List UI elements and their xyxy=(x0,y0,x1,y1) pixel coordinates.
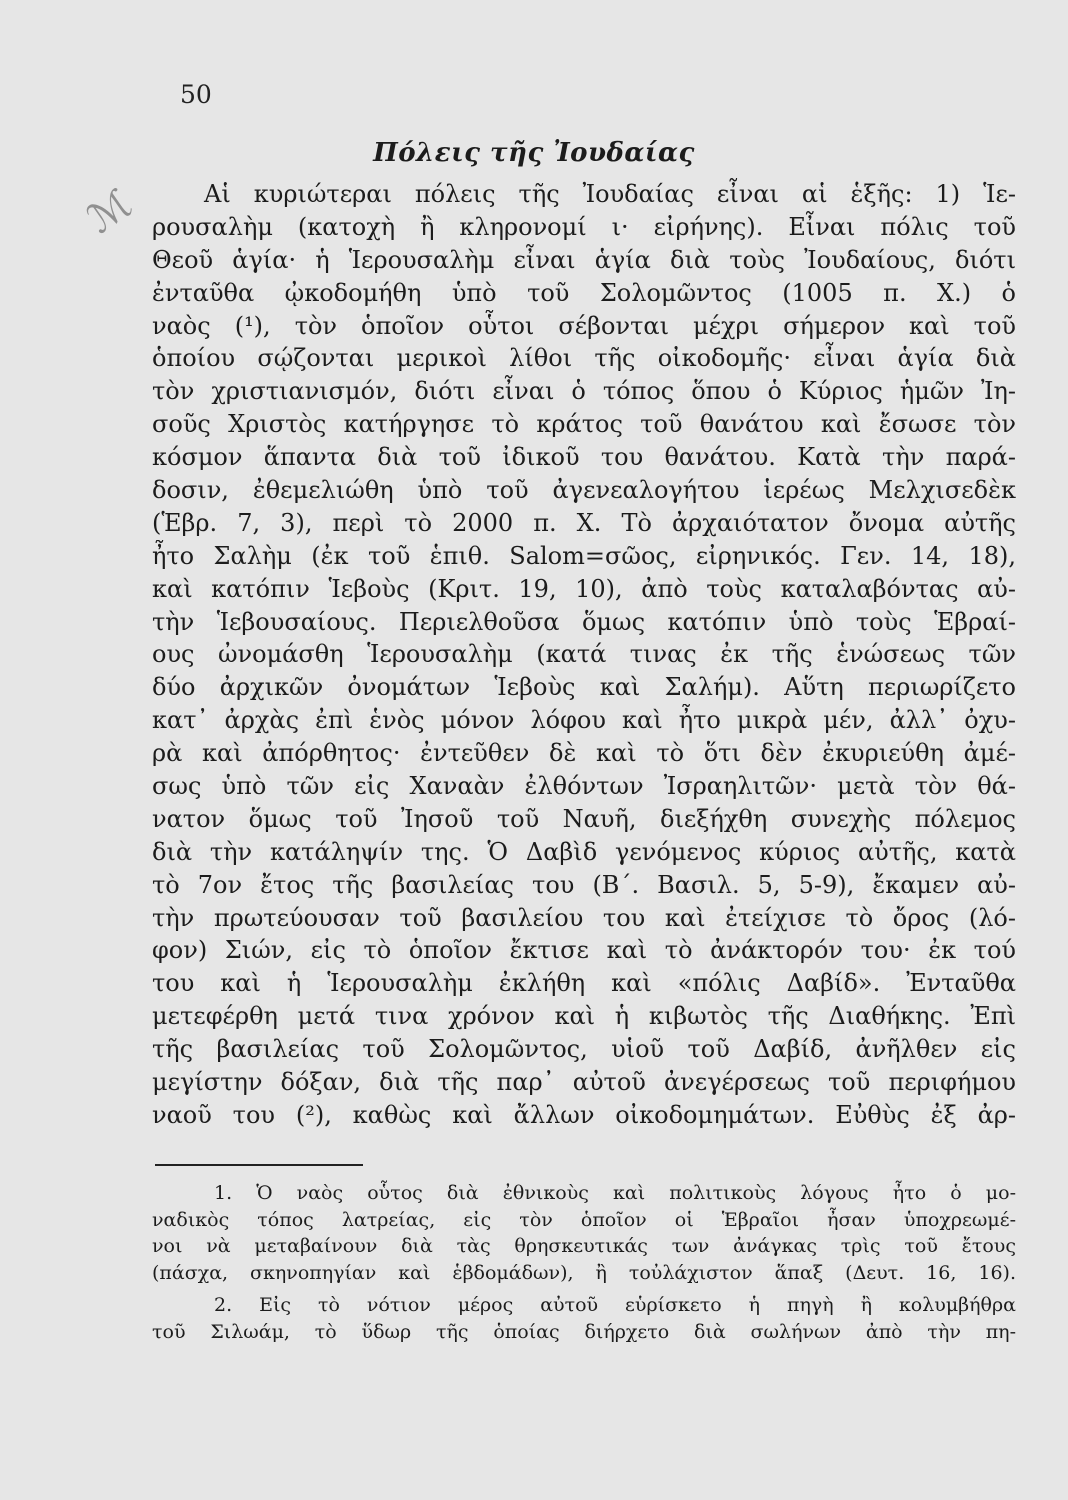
text-line: Αἱ κυριώτεραι πόλεις τῆς Ἰουδαίας εἶναι αἱ ἑξῆς: 1) Ἱε- xyxy=(204,180,1016,208)
footnote-1-line: 1. Ὁ ναὸς οὗτος διὰ ἐθνικοὺς καὶ πολιτικοὺς λόγους ἦτο ὁ μο- xyxy=(214,1182,1016,1204)
text-line: τῆς βασιλείας τοῦ Σολομῶντος, υἱοῦ τοῦ Δαβίδ, ἀνῆλθεν εἰς xyxy=(152,1035,1016,1064)
text-line: καὶ κατόπιν Ἱεβοὺς (Κριτ. 19, 10), ἀπὸ τοὺς καταλαβόντας αὐ- xyxy=(152,574,1016,603)
footnote-1-line: ναδικὸς τόπος λατρείας, εἰς τὸν ὁποῖον οἱ Ἑβραῖοι ἦσαν ὑποχρεωμέ- xyxy=(152,1208,1016,1231)
text-line: ους ὠνομάσθη Ἱερουσαλὴμ (κατά τινας ἐκ τῆς ἑνώσεως τῶν xyxy=(152,640,1016,669)
text-line: ναὸς (¹), τὸν ὁποῖον οὗτοι σέβονται μέχρι σήμερον καὶ τοῦ xyxy=(152,311,1016,340)
text-line: τὸ 7ον ἔτος τῆς βασιλείας του (Β΄. Βασιλ. 5, 5-9), ἔκαμεν αὐ- xyxy=(152,870,1016,899)
text-line: ἐνταῦθα ᾠκοδομήθη ὑπὸ τοῦ Σολομῶντος (1005 π. Χ.) ὁ xyxy=(152,278,1016,307)
text-line: σοῦς Χριστὸς κατήργησε τὸ κράτος τοῦ θανάτου καὶ ἔσωσε τὸν xyxy=(152,410,1016,439)
text-line: δοσιν, ἐθεμελιώθη ὑπὸ τοῦ ἀγενεαλογήτου ἱερέως Μελχισεδὲκ xyxy=(152,476,1016,505)
text-line: ναοῦ του (²), καθὼς καὶ ἄλλων οἰκοδομημάτων. Εὐθὺς ἐξ ἀρ- xyxy=(152,1100,1016,1129)
footnote-2-line: τοῦ Σιλωάμ, τὸ ὕδωρ τῆς ὁποίας διήρχετο διὰ σωλήνων ἀπὸ τὴν πη- xyxy=(152,1320,1016,1343)
text-line: διὰ τὴν κατάληψίν της. Ὁ Δαβὶδ γενόμενος κύριος αὐτῆς, κατὰ xyxy=(152,837,1016,866)
chapter-title: Πόλεις τῆς Ἰουδαίας xyxy=(373,138,695,168)
text-line: φον) Σιών, εἰς τὸ ὁποῖον ἔκτισε καὶ τὸ ἀνάκτορόν του· ἐκ τού xyxy=(152,936,1016,965)
text-line: κόσμον ἅπαντα διὰ τοῦ ἰδικοῦ του θανάτου. Κατὰ τὴν παρά- xyxy=(152,443,1016,472)
footnote-1-line: νοι νὰ μεταβαίνουν διὰ τὰς θρησκευτικάς των ἀνάγκας τρὶς τοῦ ἔτους xyxy=(152,1235,1016,1257)
footnotes xyxy=(152,1180,1016,1345)
text-line: ρουσαλὴμ (κατοχὴ ἢ κληρονομί ι· εἰρήνης). Εἶναι πόλις τοῦ xyxy=(152,212,1016,241)
text-line: ἦτο Σαλὴμ (ἐκ τοῦ ἑπιθ. Salom=σῶος, εἰρηνικός. Γεν. 14, 18), xyxy=(152,541,1016,570)
footnote-1-line: (πάσχα, σκηνοπηγίαν καὶ ἑβδομάδων), ἢ τοὐλάχιστον ἅπαξ (Δευτ. 16, 16). xyxy=(152,1261,1016,1284)
text-line: τὴν πρωτεύουσαν τοῦ βασιλείου του καὶ ἐτείχισε τὸ ὄρος (λό- xyxy=(152,903,1016,932)
text-line: Θεοῦ ἁγία· ἡ Ἱερουσαλὴμ εἶναι ἁγία διὰ τοὺς Ἰουδαίους, διότι xyxy=(152,245,1016,274)
text-line: του καὶ ἡ Ἱερουσαλὴμ ἐκλήθη καὶ «πόλις Δαβίδ». Ἐνταῦθα xyxy=(152,969,1016,998)
footnote-2-line: 2. Εἰς τὸ νότιον μέρος αὐτοῦ εὑρίσκετο ἡ πηγὴ ἢ κολυμβήθρα xyxy=(214,1294,1016,1316)
body-text xyxy=(152,178,1016,1132)
text-line: σως ὑπὸ τῶν εἰς Χαναὰν ἐλθόντων Ἰσραηλιτῶν· μετὰ τὸν θά- xyxy=(152,772,1016,801)
text-line: νατον ὅμως τοῦ Ἰησοῦ τοῦ Ναυῆ, διεξήχθη συνεχὴς πόλεμος xyxy=(152,804,1016,833)
footnote-rule xyxy=(155,1164,363,1166)
margin-scribble-icon: ℳ xyxy=(79,180,141,243)
text-line: τὸν χριστιανισμόν, διότι εἶναι ὁ τόπος ὅπου ὁ Κύριος ἡμῶν Ἰη- xyxy=(152,377,1016,406)
text-line: δύο ἀρχικῶν ὀνομάτων Ἱεβοὺς καὶ Σαλήμ). Αὕτη περιωρίζετο xyxy=(152,673,1016,702)
page-number: 50 xyxy=(180,80,212,109)
text-line: μεγίστην δόξαν, διὰ τῆς παρ᾽ αὐτοῦ ἀνεγέρσεως τοῦ περιφήμου xyxy=(152,1068,1016,1097)
text-line: μετεφέρθη μετά τινα χρόνον καὶ ἡ κιβωτὸς τῆς Διαθήκης. Ἐπὶ xyxy=(152,1002,1016,1031)
text-line: (Ἑβρ. 7, 3), περὶ τὸ 2000 π. Χ. Τὸ ἀρχαιότατον ὄνομα αὐτῆς xyxy=(152,508,1016,537)
text-line: κατ᾽ ἀρχὰς ἐπὶ ἑνὸς μόνον λόφου καὶ ἦτο μικρὰ μέν, ἀλλ᾽ ὀχυ- xyxy=(152,706,1016,735)
text-line: τὴν Ἱεβουσαίους. Περιελθοῦσα ὅμως κατόπιν ὑπὸ τοὺς Ἑβραί- xyxy=(152,607,1016,636)
text-line: ὁποίου σῴζονται μερικοὶ λίθοι τῆς οἰκοδομῆς· εἶναι ἁγία διὰ xyxy=(152,344,1016,373)
text-line: ρὰ καὶ ἀπόρθητος· ἐντεῦθεν δὲ καὶ τὸ ὅτι δὲν ἐκυριεύθη ἀμέ- xyxy=(152,739,1016,768)
